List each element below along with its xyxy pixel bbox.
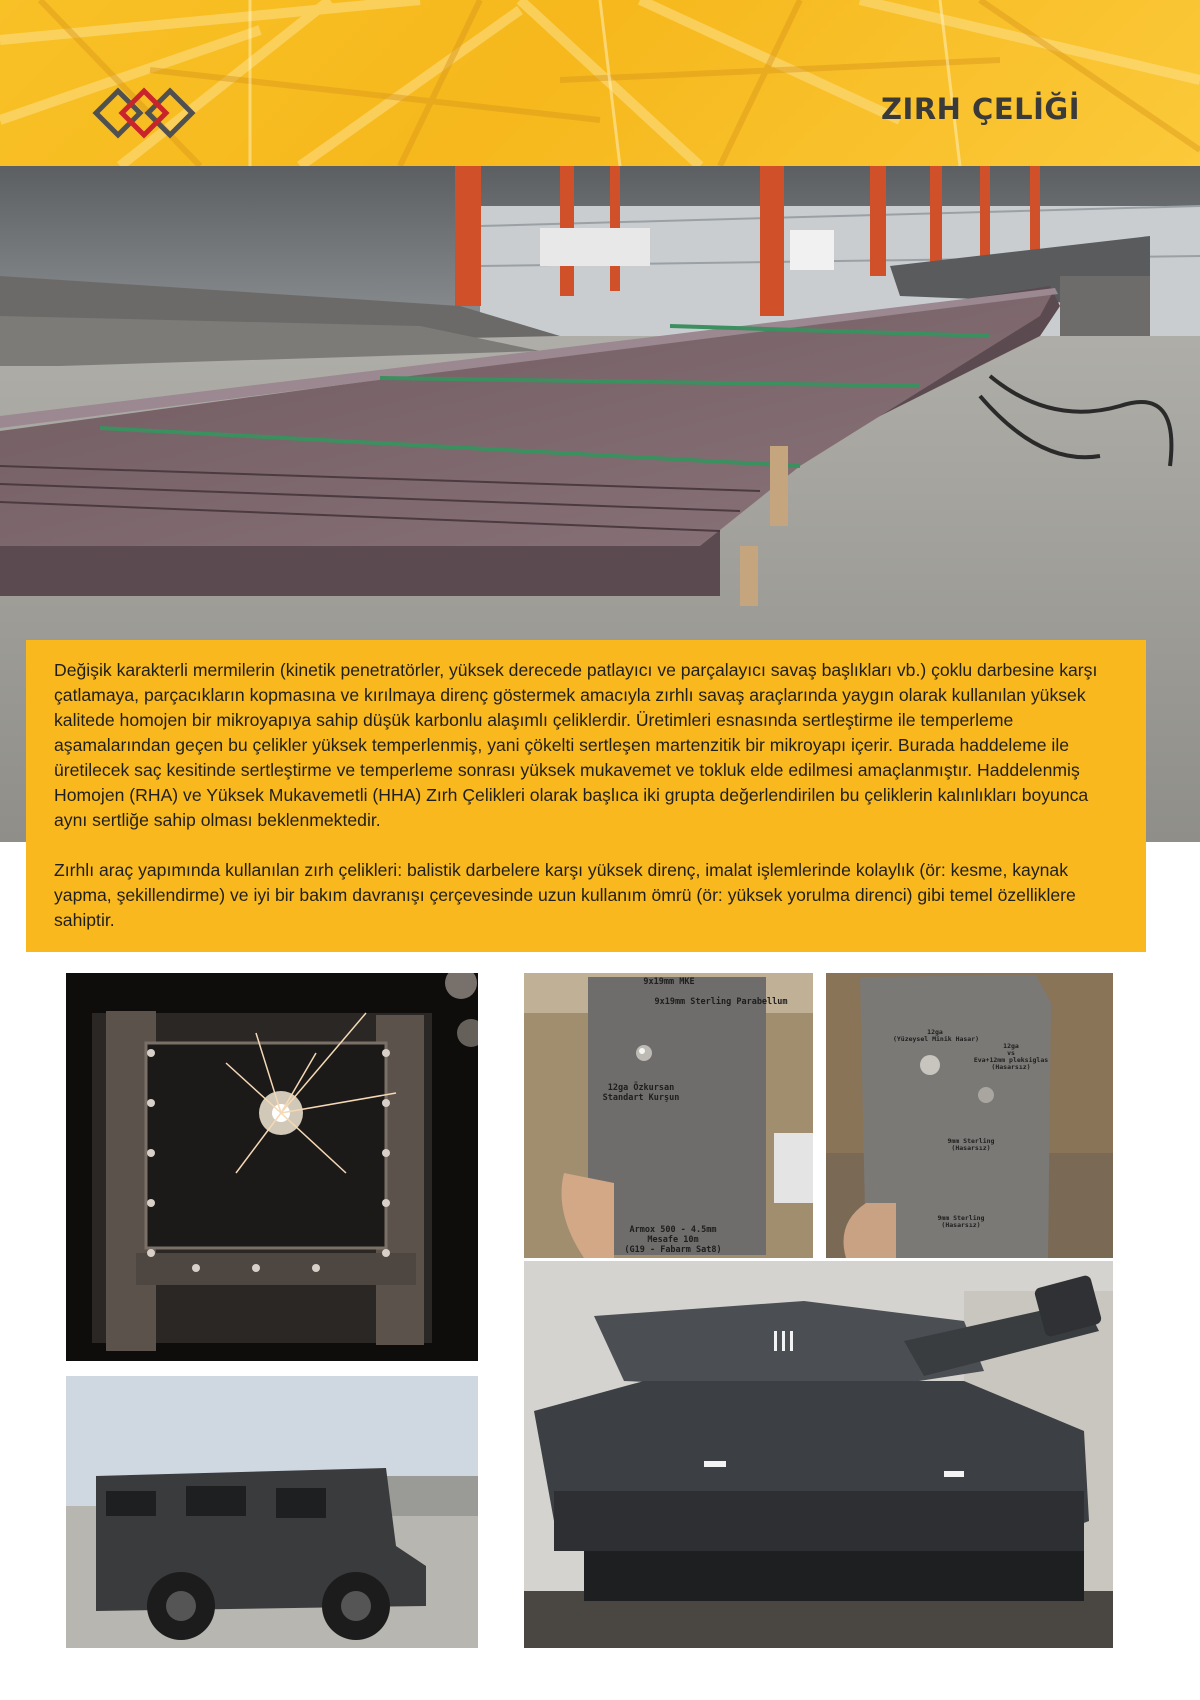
test-plate-armox-photo	[524, 973, 813, 1258]
label-12ga-b-line2: vs	[1007, 1049, 1015, 1057]
header-banner	[0, 0, 1200, 166]
intro-paragraph-2: Zırhlı araç yapımında kullanılan zırh çelikleri: balistik darbelere karşı yüksek direnç, imalat işlemlerinde kolaylık (ör: kesme, kaynak yapma, şekillendirme) ve iyi bir bakım davranışı çerçevesinde uzun kullanım ömrü (ör: yüksek yorulma direnci) gibi temel özelliklere sahiptir.	[54, 860, 1076, 930]
label-12ga-a-line1: 12ga	[927, 1028, 943, 1036]
ballistic-test-frame-photo	[66, 973, 478, 1361]
label-armox-line1: Armox 500 - 4.5mm	[629, 1225, 717, 1235]
armored-vehicle-photo	[66, 1376, 478, 1648]
label-12ga-line1: 12ga Özkursan	[607, 1083, 675, 1093]
label-9mm-c-line2: (Hasarsız)	[951, 1144, 991, 1152]
label-9mm-d-line1: 9mm Sterling	[937, 1214, 985, 1222]
steel-beams-background	[0, 0, 1200, 166]
intro-text-box	[26, 640, 1146, 952]
diamond-logo	[92, 86, 196, 140]
label-12ga-b-line3: Eva+12mm pleksiglas	[973, 1056, 1049, 1064]
label-armox-line2: Mesafe 10m	[647, 1235, 699, 1245]
label-9mm-mke: 9x19mm MKE	[643, 977, 695, 987]
label-12ga-b-line1: 12ga	[1003, 1042, 1019, 1050]
test-plate-12ga-photo	[826, 973, 1113, 1258]
label-9mm-c-line1: 9mm Sterling	[947, 1137, 995, 1145]
label-12ga-a-line2: (Yüzeysel Minik Hasar)	[892, 1035, 980, 1043]
label-9mm-sterling: 9x19mm Sterling Parabellum	[654, 997, 788, 1007]
label-9mm-d-line2: (Hasarsız)	[941, 1221, 981, 1229]
intro-paragraph-1: Değişik karakterli mermilerin (kinetik penetratörler, yüksek derecede patlayıcı ve parçalayıcı savaş başlıkları vb.) çoklu darbesine karşı çatlamaya, parçacıkların kopmasına ve kırılmaya direnç göstermek amacıyla zırhlı savaş araçlarında yaygın olarak kullanılan yüksek kalitede homojen bir mikroyapıya sahip düşük karbonlu alaşımlı çeliklerdir. Üretimleri esnasında sertleştirme ile temperleme aşamalarından geçen bu çelikler yüksek temperlenmiş, yani çökelti sertleşen martenzitik bir mikroyapı içerir. Burada haddeleme ile üretilecek saç kesitinde sertleştirme ve temperleme sonrası yüksek mukavemet ve tokluk elde edilmesi amaçlanmıştır. Haddelenmiş Homojen (RHA) ve Yüksek Mukavemetli (HHA) Zırh Çelikleri olarak başlıca iki grupta değerlendirilen bu çeliklerin kalınlıkları boyunca aynı sertliğe sahip olması beklenmektedir.	[54, 660, 1098, 830]
label-12ga-b-line4: (Hasarsız)	[991, 1063, 1031, 1071]
tank-concept-photo	[524, 1261, 1113, 1648]
label-armox-line3: (G19 - Fabarm Sat8)	[624, 1245, 722, 1255]
page-title: ZIRH ÇELİĞİ	[881, 92, 1080, 126]
label-12ga-line2: Standart Kurşun	[602, 1093, 680, 1103]
